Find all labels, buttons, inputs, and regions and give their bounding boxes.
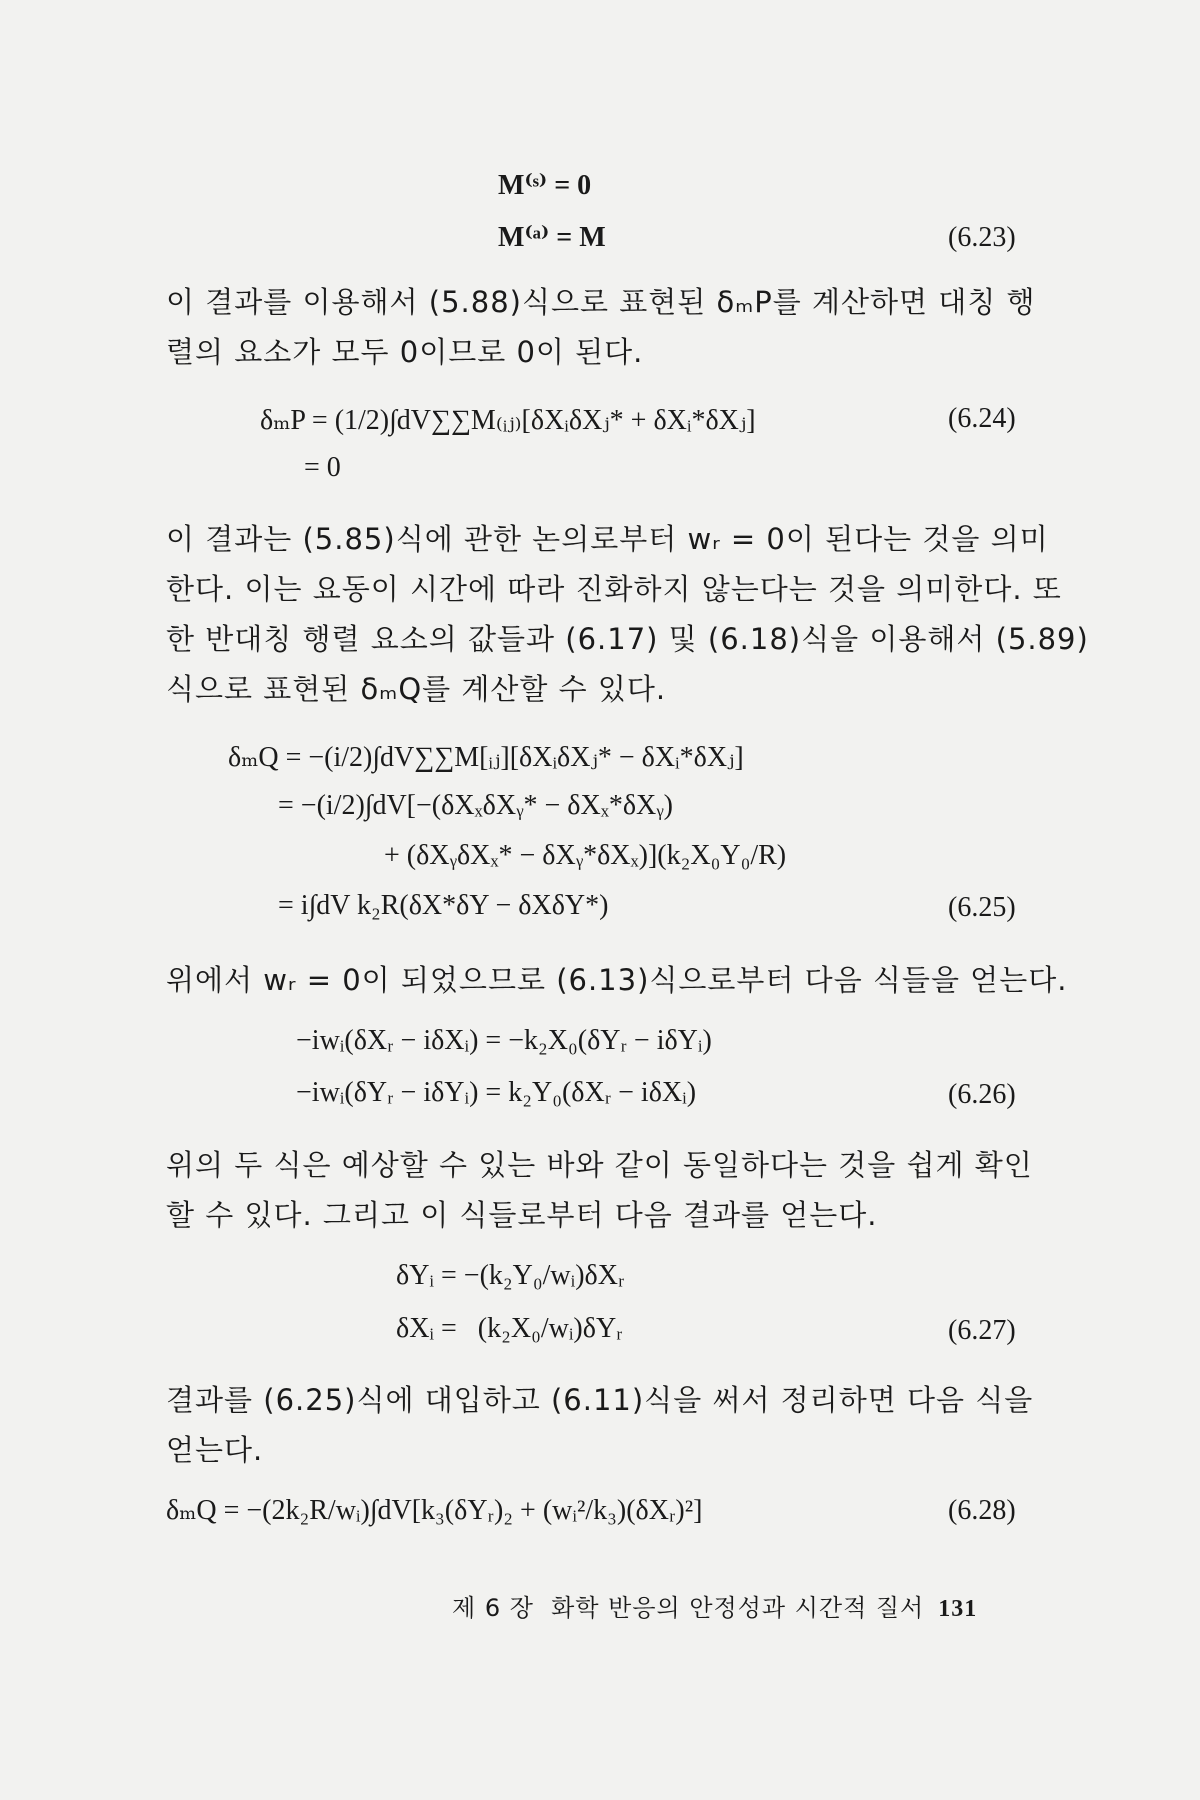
equation-6-23-line2: M⁽ᵃ⁾ = M [498, 222, 606, 253]
paragraph-2 [166, 514, 1089, 714]
running-footer [452, 1588, 977, 1623]
paragraph-4-line2: 할 수 있다. 그리고 이 식들로부터 다음 결과를 얻는다. [166, 1198, 878, 1232]
equation-number-6-27: (6.27) [948, 1315, 1016, 1346]
paragraph-5-line1: 결과를 (6.25)식에 대입하고 (6.11)식을 써서 정리하면 다음 식을 [166, 1383, 1034, 1417]
paragraph-2-line3: 한 반대칭 행렬 요소의 값들과 (6.17) 및 (6.18)식을 이용해서 (5.89) [166, 622, 1089, 656]
equation-6-25-line1: δₘQ = −(i/2)∫dV∑∑M[ᵢⱼ][δXᵢδXⱼ* − δXᵢ*δXⱼ] [228, 742, 744, 773]
paragraph-5-line2: 얻는다. [166, 1433, 264, 1467]
equation-number-6-23: (6.23) [948, 222, 1016, 253]
equation-6-27-line1: δYᵢ = −(k₂Y₀/wᵢ)δXᵣ [396, 1260, 625, 1291]
equation-6-25-line4: = i∫dV k₂R(δX*δY − δXδY*) [278, 890, 609, 921]
equation-6-28-line1: δₘQ = −(2k₂R/wᵢ)∫dV[k₃(δYᵣ)₂ + (wᵢ²/k₃)(δXᵣ)²] [166, 1495, 703, 1526]
paragraph-1-line2: 렬의 요소가 모두 0이므로 0이 된다. [166, 335, 644, 369]
paragraph-2-line1: 이 결과는 (5.85)식에 관한 논의로부터 wᵣ = 0이 된다는 것을 의미 [166, 522, 1049, 556]
page-number: 131 [938, 1596, 978, 1622]
equation-6-23-line1: M⁽ˢ⁾ = 0 [498, 170, 592, 201]
equation-6-25-line2: = −(i/2)∫dV[−(δXₓδXᵧ* − δXₓ*δXᵧ) [278, 790, 673, 821]
paragraph-5 [166, 1375, 1034, 1475]
paragraph-3-line1: 위에서 wᵣ = 0이 되었으므로 (6.13)식으로부터 다음 식들을 얻는다. [166, 963, 1068, 997]
equation-6-27-line2: δXᵢ = (k₂X₀/wᵢ)δYᵣ [396, 1313, 623, 1344]
paragraph-3 [166, 955, 1068, 1005]
equation-6-25-line3: + (δXᵧδXₓ* − δXᵧ*δXₓ)](k₂X₀Y₀/R) [384, 840, 787, 871]
chapter-title: 제 6 장 화학 반응의 안정성과 시간적 질서 [452, 1594, 925, 1622]
equation-6-24-line1: δₘP = (1/2)∫dV∑∑M₍ᵢⱼ₎[δXᵢδXⱼ* + δXᵢ*δXⱼ] [260, 405, 756, 436]
paragraph-1 [166, 277, 1034, 377]
equation-number-6-28: (6.28) [948, 1495, 1016, 1526]
equation-number-6-24: (6.24) [948, 403, 1016, 434]
equation-6-26-line2: −iwᵢ(δYᵣ − iδYᵢ) = k₂Y₀(δXᵣ − iδXᵢ) [296, 1077, 697, 1108]
equation-6-26-line1: −iwᵢ(δXᵣ − iδXᵢ) = −k₂X₀(δYᵣ − iδYᵢ) [296, 1025, 712, 1056]
paragraph-1-line1: 이 결과를 이용해서 (5.88)식으로 표현된 δₘP를 계산하면 대칭 행 [166, 285, 1036, 319]
equation-number-6-25: (6.25) [948, 892, 1016, 923]
paragraph-4 [166, 1140, 1034, 1240]
paragraph-4-line1: 위의 두 식은 예상할 수 있는 바와 같이 동일하다는 것을 쉽게 확인 [166, 1148, 1033, 1182]
equation-number-6-26: (6.26) [948, 1079, 1016, 1110]
paragraph-2-line4: 식으로 표현된 δₘQ를 계산할 수 있다. [166, 672, 667, 706]
paragraph-2-line2: 한다. 이는 요동이 시간에 따라 진화하지 않는다는 것을 의미한다. 또 [166, 572, 1062, 606]
equation-6-24-line2: = 0 [304, 452, 341, 483]
